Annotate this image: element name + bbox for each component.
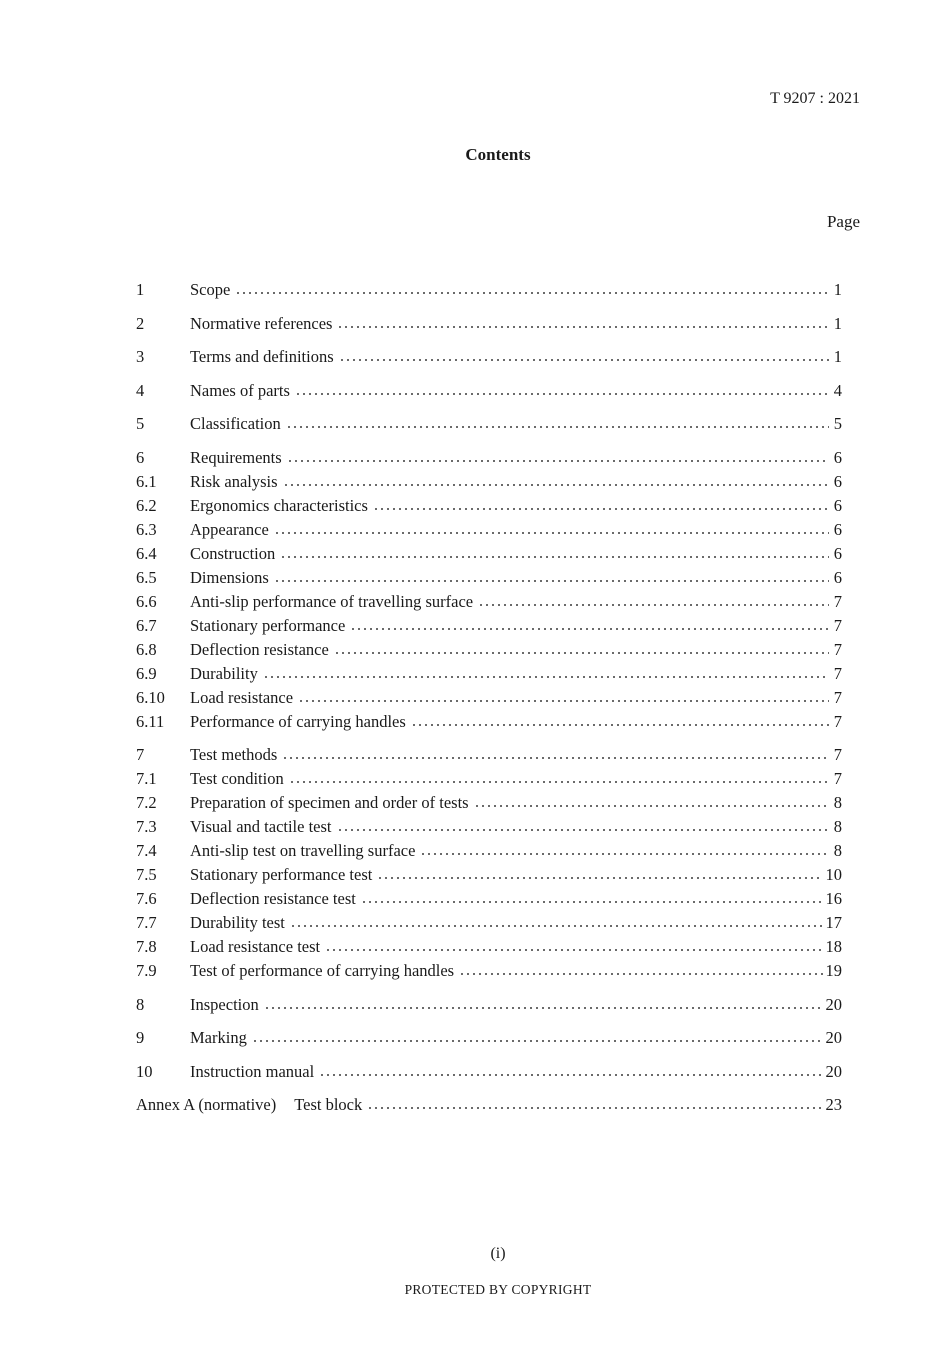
toc-entry[interactable] [136,448,842,472]
leader-dots [264,1006,823,1010]
leader-dots [334,651,829,655]
toc-entry-page: 7 [833,769,842,788]
leader-dots [337,828,829,832]
leader-dots [319,1073,822,1077]
leader-dots [411,723,829,727]
leader-dots [280,555,829,559]
toc-entry-page: 5 [833,414,842,433]
annex-page: 23 [825,1095,842,1114]
toc-entry-title: Test methods [190,745,278,764]
toc-entry[interactable] [136,841,842,865]
toc-entry-page: 7 [833,687,842,707]
toc-entry[interactable] [136,616,842,640]
leader-dots [295,392,829,396]
toc-entry-number: 9 [136,1028,145,1047]
toc-entry-number: 7.7 [136,913,157,932]
toc-entry-page: 6 [833,471,842,491]
toc-entry-page: 10 [825,865,842,884]
toc-entry-number: 6.1 [136,471,157,491]
leader-dots [252,1039,823,1043]
toc-entry-page: 7 [833,639,842,659]
leader-dots [283,483,829,487]
table-of-contents [136,280,842,1119]
toc-entry[interactable] [136,889,842,913]
toc-entry-number: 8 [136,994,145,1014]
toc-entry-title: Construction [190,543,276,563]
toc-entry-number: 3 [136,347,145,366]
toc-entry-number: 6.6 [136,591,157,611]
toc-entry[interactable] [136,568,842,592]
copyright-notice: PROTECTED BY COPYRIGHT [404,1282,592,1297]
toc-entry-page: 20 [825,1028,842,1047]
toc-entry-number: 7.8 [136,937,157,956]
toc-entry-page: 18 [825,937,842,956]
toc-entry-page: 20 [825,994,842,1014]
toc-entry-title: Normative references [190,313,333,333]
toc-entry-number: 6.8 [136,639,157,659]
toc-entry-title: Appearance [190,519,269,539]
toc-entry[interactable] [136,347,842,371]
leader-dots [289,780,829,784]
leader-dots [287,459,829,463]
toc-entry-number: 7 [136,745,145,764]
toc-entry-page: 16 [825,889,842,908]
toc-entry-page: 7 [833,591,842,611]
toc-entry-page: 7 [833,745,842,764]
leader-dots [474,804,829,808]
toc-entry-number: 6.5 [136,567,157,587]
toc-entry-title: Anti-slip performance of travelling surface [190,591,474,611]
toc-entry-page: 7 [833,663,842,683]
footer-page-number: (i) [490,1245,506,1262]
toc-entry[interactable] [136,496,842,520]
toc-entry-number: 6.7 [136,615,157,635]
leader-dots [274,579,829,583]
annex-title: Test block [294,1095,363,1114]
toc-entry-title: Anti-slip test on travelling surface [190,841,416,860]
leader-dots [282,756,829,760]
leader-dots [290,924,823,928]
toc-entry-title: Deflection resistance test [190,889,356,908]
toc-entry-number: 6.9 [136,663,157,683]
toc-entry[interactable] [136,769,842,793]
toc-entry-page: 7 [833,711,842,731]
toc-entry-page: 17 [825,913,842,932]
toc-entry-page: 8 [833,793,842,812]
toc-entry[interactable] [136,961,842,985]
toc-entry[interactable] [136,314,842,338]
toc-entry-number: 1 [136,280,145,299]
toc-entry-number: 7.1 [136,769,157,788]
toc-entry-number: 7.4 [136,841,157,860]
toc-entry[interactable] [136,544,842,568]
toc-entry-page: 8 [833,817,842,836]
toc-entry[interactable] [136,712,842,736]
toc-entry-page: 6 [833,519,842,539]
leader-dots [350,627,829,631]
leader-dots [367,1106,822,1110]
toc-entry-number: 4 [136,380,145,400]
toc-entry-title: Deflection resistance [190,639,329,659]
toc-entry-page: 6 [833,447,842,467]
toc-entry-number: 5 [136,414,145,433]
toc-entry[interactable] [136,520,842,544]
leader-dots [337,325,829,329]
toc-entry[interactable] [136,995,842,1019]
toc-entry-number: 6.3 [136,519,157,539]
toc-entry-title: Classification [190,414,281,433]
toc-entry-page: 7 [833,615,842,635]
toc-entry-number: 7.2 [136,793,157,812]
toc-entry[interactable] [136,793,842,817]
toc-entry-number: 6.2 [136,495,157,515]
toc-entry-title: Preparation of specimen and order of tests [190,793,469,812]
toc-entry[interactable] [136,913,842,937]
toc-entry-page: 1 [833,347,842,366]
toc-entry-title: Dimensions [190,567,269,587]
toc-entry[interactable] [136,937,842,961]
toc-entry-title: Visual and tactile test [190,817,332,836]
toc-entry-number: 10 [136,1061,153,1081]
toc-entry-number: 2 [136,313,145,333]
toc-entry[interactable] [136,414,842,438]
leader-dots [235,291,829,295]
toc-entry-annex[interactable] [136,1095,842,1119]
toc-entry-title: Scope [190,280,231,299]
toc-entry-title: Test condition [190,769,284,788]
toc-entry-page: 19 [825,961,842,980]
toc-entry-page: 1 [833,280,842,299]
toc-entry-title: Load resistance test [190,937,321,956]
toc-entry[interactable] [136,865,842,889]
leader-dots [286,425,829,429]
toc-entry[interactable] [136,688,842,712]
toc-entry-title: Names of parts [190,380,290,400]
toc-entry[interactable] [136,664,842,688]
toc-entry-page: 1 [833,313,842,333]
toc-entry-title: Load resistance [190,687,294,707]
toc-entry-page: 4 [833,380,842,400]
toc-entry-number: 6 [136,447,145,467]
toc-entry[interactable] [136,745,842,769]
page-column-label: Page [826,212,860,231]
toc-entry-page: 20 [825,1061,842,1081]
leader-dots [339,358,829,362]
toc-entry-title: Performance of carrying handles [190,711,406,731]
leader-dots [274,531,829,535]
contents-title: Contents [465,145,531,164]
toc-entry[interactable] [136,817,842,841]
toc-entry[interactable] [136,1062,842,1086]
toc-entry-title: Risk analysis [190,471,278,491]
toc-entry-title: Terms and definitions [190,347,334,366]
toc-entry-number: 7.3 [136,817,157,836]
toc-entry[interactable] [136,1028,842,1052]
toc-entry-title: Durability [190,663,258,683]
toc-entry-number: 6.10 [136,687,165,707]
toc-entry-title: Test of performance of carrying handles [190,961,455,980]
toc-entry[interactable] [136,280,842,304]
standard-number: T 9207 : 2021 [770,90,860,107]
leader-dots [325,948,822,952]
toc-entry-number: 7.6 [136,889,157,908]
toc-entry-title: Durability test [190,913,285,932]
toc-entry-page: 8 [833,841,842,860]
leader-dots [373,507,829,511]
toc-entry-page: 6 [833,543,842,563]
toc-entry-title: Stationary performance test [190,865,373,884]
leader-dots [263,675,829,679]
toc-entry-title: Instruction manual [190,1061,315,1081]
toc-entry-number: 6.4 [136,543,157,563]
leader-dots [459,972,822,976]
toc-entry-title: Ergonomics characteristics [190,495,368,515]
toc-entry[interactable] [136,592,842,616]
leader-dots [478,603,829,607]
leader-dots [298,699,829,703]
toc-entry[interactable] [136,381,842,405]
leader-dots [420,852,829,856]
toc-entry-title: Marking [190,1028,247,1047]
toc-entry[interactable] [136,640,842,664]
toc-entry-number: 7.5 [136,865,157,884]
toc-entry-page: 6 [833,567,842,587]
toc-entry-title: Stationary performance [190,615,346,635]
toc-entry-title: Inspection [190,994,259,1014]
annex-label: Annex A (normative) [136,1095,277,1114]
toc-entry-number: 7.9 [136,961,157,980]
toc-entry[interactable] [136,472,842,496]
toc-entry-page: 6 [833,495,842,515]
leader-dots [377,876,822,880]
toc-entry-number: 6.11 [136,711,165,731]
leader-dots [361,900,823,904]
toc-entry-title: Requirements [190,447,282,467]
